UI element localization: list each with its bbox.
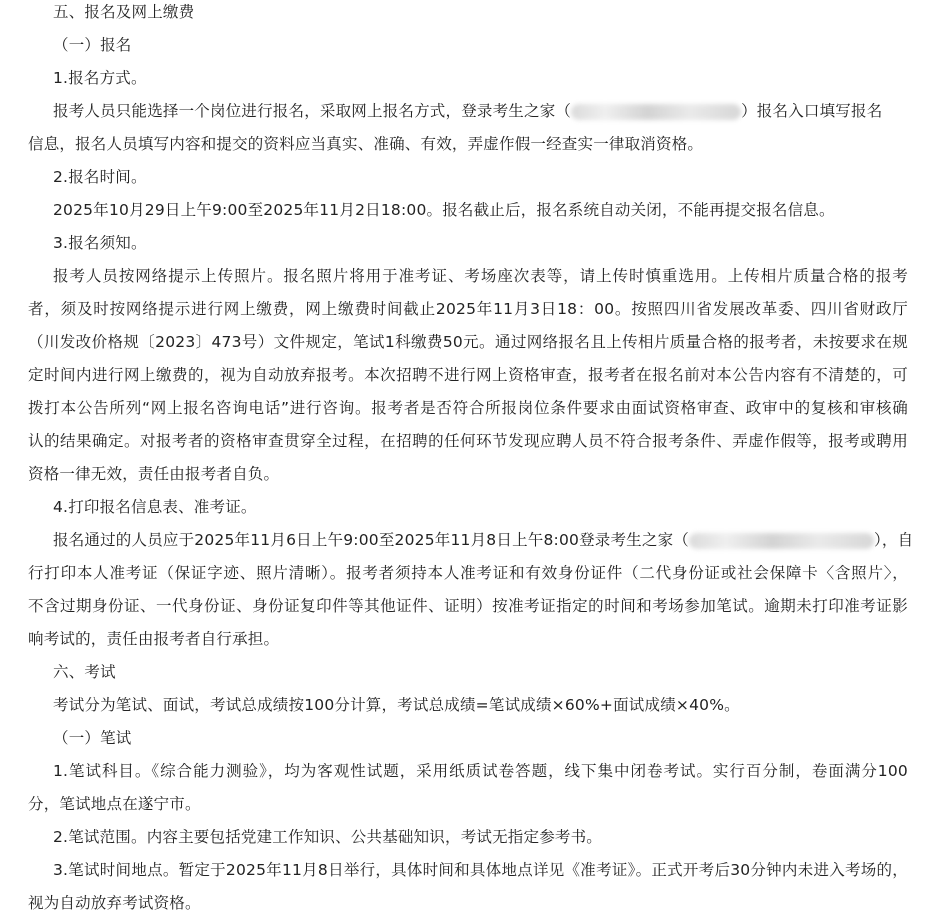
registration-method-line-1: [53, 95, 908, 128]
print-admission-line-1: [53, 524, 914, 557]
print-admission-line: 响考试的，责任由报考者自行承担。: [28, 630, 280, 648]
registration-notice-line: 资格一律无效，责任由报考者自负。: [28, 465, 280, 483]
registration-method-text-b: ）报名入口填写报名: [741, 102, 883, 120]
registration-method-title: 1.报名方式。: [53, 69, 147, 87]
print-admission-title: 4.打印报名信息表、准考证。: [53, 498, 257, 516]
written-exam-subject-line-1: 1.笔试科目。《综合能力测验》，均为客观性试题，采用纸质试卷答题，线下集中闭卷考试。实行百分制，卷面满分100: [53, 762, 908, 780]
registration-notice-line: 认的结果确定。对报考者的资格审查贯穿全过程，在招聘的任何环节发现应聘人员不符合报考条件、弄虚作假等，报考或聘用: [28, 432, 908, 450]
written-exam-time-line-2: 视为自动放弃考试资格。: [28, 894, 201, 912]
registration-notice-line: 拨打本公告所列“网上报名咨询电话”进行咨询。报考者是否符合所报岗位条件要求由面试资格审查、政审中的复核和审核确: [28, 399, 908, 417]
section-6-heading: 六、考试: [53, 663, 116, 681]
written-exam-scope: 2.笔试范围。内容主要包括党建工作知识、公共基础知识，考试无指定参考书。: [53, 828, 602, 846]
print-admission-text-b: ），自: [873, 531, 914, 549]
registration-notice-line: 者，须及时按网络提示进行网上缴费，网上缴费时间截止2025年11月3日18：00。按照四川省发展改革委、四川省财政厅: [28, 300, 908, 318]
registration-notice-title: 3.报名须知。: [53, 234, 147, 252]
subsection-written-exam-heading: （一）笔试: [53, 729, 132, 747]
registration-time-title: 2.报名时间。: [53, 168, 147, 186]
registration-notice-line: 定时间内进行网上缴费的，视为自动放弃报考。本次招聘不进行网上资格审查，报考者在报名前对本公告内容有不清楚的，可: [28, 366, 908, 384]
exam-intro-text: 考试分为笔试、面试，考试总成绩按100分计算，考试总成绩=笔试成绩×60%+面试成绩×40%。: [53, 696, 740, 714]
print-admission-line: 不含过期身份证、一代身份证、身份证复印件等其他证件、证明）按准考证指定的时间和考场参加笔试。逾期未打印准考证影: [28, 597, 908, 615]
written-exam-subject-line-2: 分，笔试地点在遂宁市。: [28, 795, 201, 813]
redacted-url-2: [689, 533, 874, 549]
registration-notice-line: （川发改价格规〔2023〕473号）文件规定，笔试1科缴费50元。通过网络报名且上传相片质量合格的报考者，未按要求在规: [28, 333, 908, 351]
registration-method-text-a: 报考人员只能选择一个岗位进行报名，采取网上报名方式，登录考生之家（: [53, 102, 572, 120]
section-5-heading: 五、报名及网上缴费: [53, 3, 195, 21]
print-admission-line: 行打印本人准考证（保证字迹、照片清晰）。报考者须持本人准考证和有效身份证件（二代身份证或社会保障卡〈含照片〉，: [28, 564, 908, 582]
redacted-url-1: [571, 104, 741, 120]
registration-method-line-2: 信息，报名人员填写内容和提交的资料应当真实、准确、有效，弄虚作假一经查实一律取消资格。: [28, 135, 704, 153]
print-admission-text-a: 报名通过的人员应于2025年11月6日上午9:00至2025年11月8日上午8:00登录考生之家（: [53, 531, 689, 549]
registration-time-text: 2025年10月29日上午9:00至2025年11月2日18:00。报名截止后，报名系统自动关闭，不能再提交报名信息。: [53, 201, 835, 219]
registration-notice-line: 报考人员按网络提示上传照片。报名照片将用于准考证、考场座次表等，请上传时慎重选用。上传相片质量合格的报考: [53, 267, 908, 285]
written-exam-time-line-1: 3.笔试时间地点。暂定于2025年11月8日举行，具体时间和具体地点详见《准考证》。正式开考后30分钟内未进入考场的，: [53, 861, 908, 879]
subsection-registration-heading: （一）报名: [53, 36, 132, 54]
